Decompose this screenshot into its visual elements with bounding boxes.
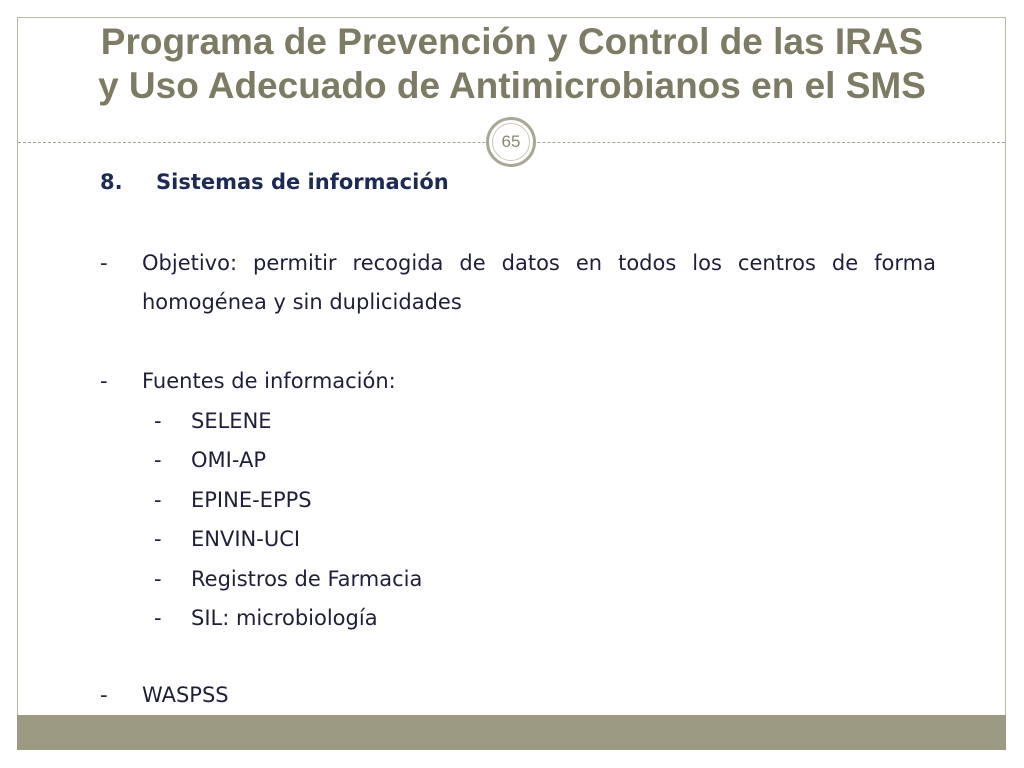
waspss-bullet [100,676,936,716]
source-item [100,520,936,560]
slide-number-badge [486,117,536,167]
slide-title-line-2: y Uso Adecuado de Antimicrobianos en el SMS [98,65,926,106]
bullet-dash: - [100,683,108,707]
sources-list [100,362,936,639]
sub-bullet-dash: - [154,448,162,472]
bullet-dash: - [100,369,108,393]
source-item-label: Registros de Farmacia [191,566,423,591]
source-item [100,599,936,639]
source-item [100,402,936,442]
source-item [100,560,936,600]
source-item-label: SIL: microbiología [191,606,378,630]
sources-label: Fuentes de información: [142,369,396,393]
sub-bullet-dash: - [154,408,162,433]
section-title: Sistemas de información [156,170,449,194]
bullet-dash: - [100,251,108,275]
objective-bullet [100,244,936,322]
waspss-label: WASPSS [142,683,229,707]
section-heading [100,170,449,194]
sources-bullet [100,362,936,402]
source-item-label: ENVIN-UCI [191,527,301,551]
source-item [100,481,936,521]
slide-number: 65 [492,123,530,161]
source-item [100,441,936,481]
sub-bullet-dash: - [154,487,162,512]
sub-bullet-dash: - [154,527,162,551]
waspss-bullet-row [100,676,936,716]
sub-bullet-dash: - [154,606,162,630]
source-item-label: OMI-AP [191,448,266,472]
footer-band [17,715,1006,750]
section-number: 8. [100,170,123,194]
source-item-label: SELENE [191,408,272,433]
slide-title-line-1: Programa de Prevención y Control de las IRAS [100,21,924,62]
objective-text: Objetivo: permitir recogida de datos en todos los centros de forma homogénea y sin duplicidades [142,251,936,314]
slide-title [0,20,1024,108]
source-item-label: EPINE-EPPS [191,487,312,512]
sub-bullet-dash: - [154,566,162,591]
